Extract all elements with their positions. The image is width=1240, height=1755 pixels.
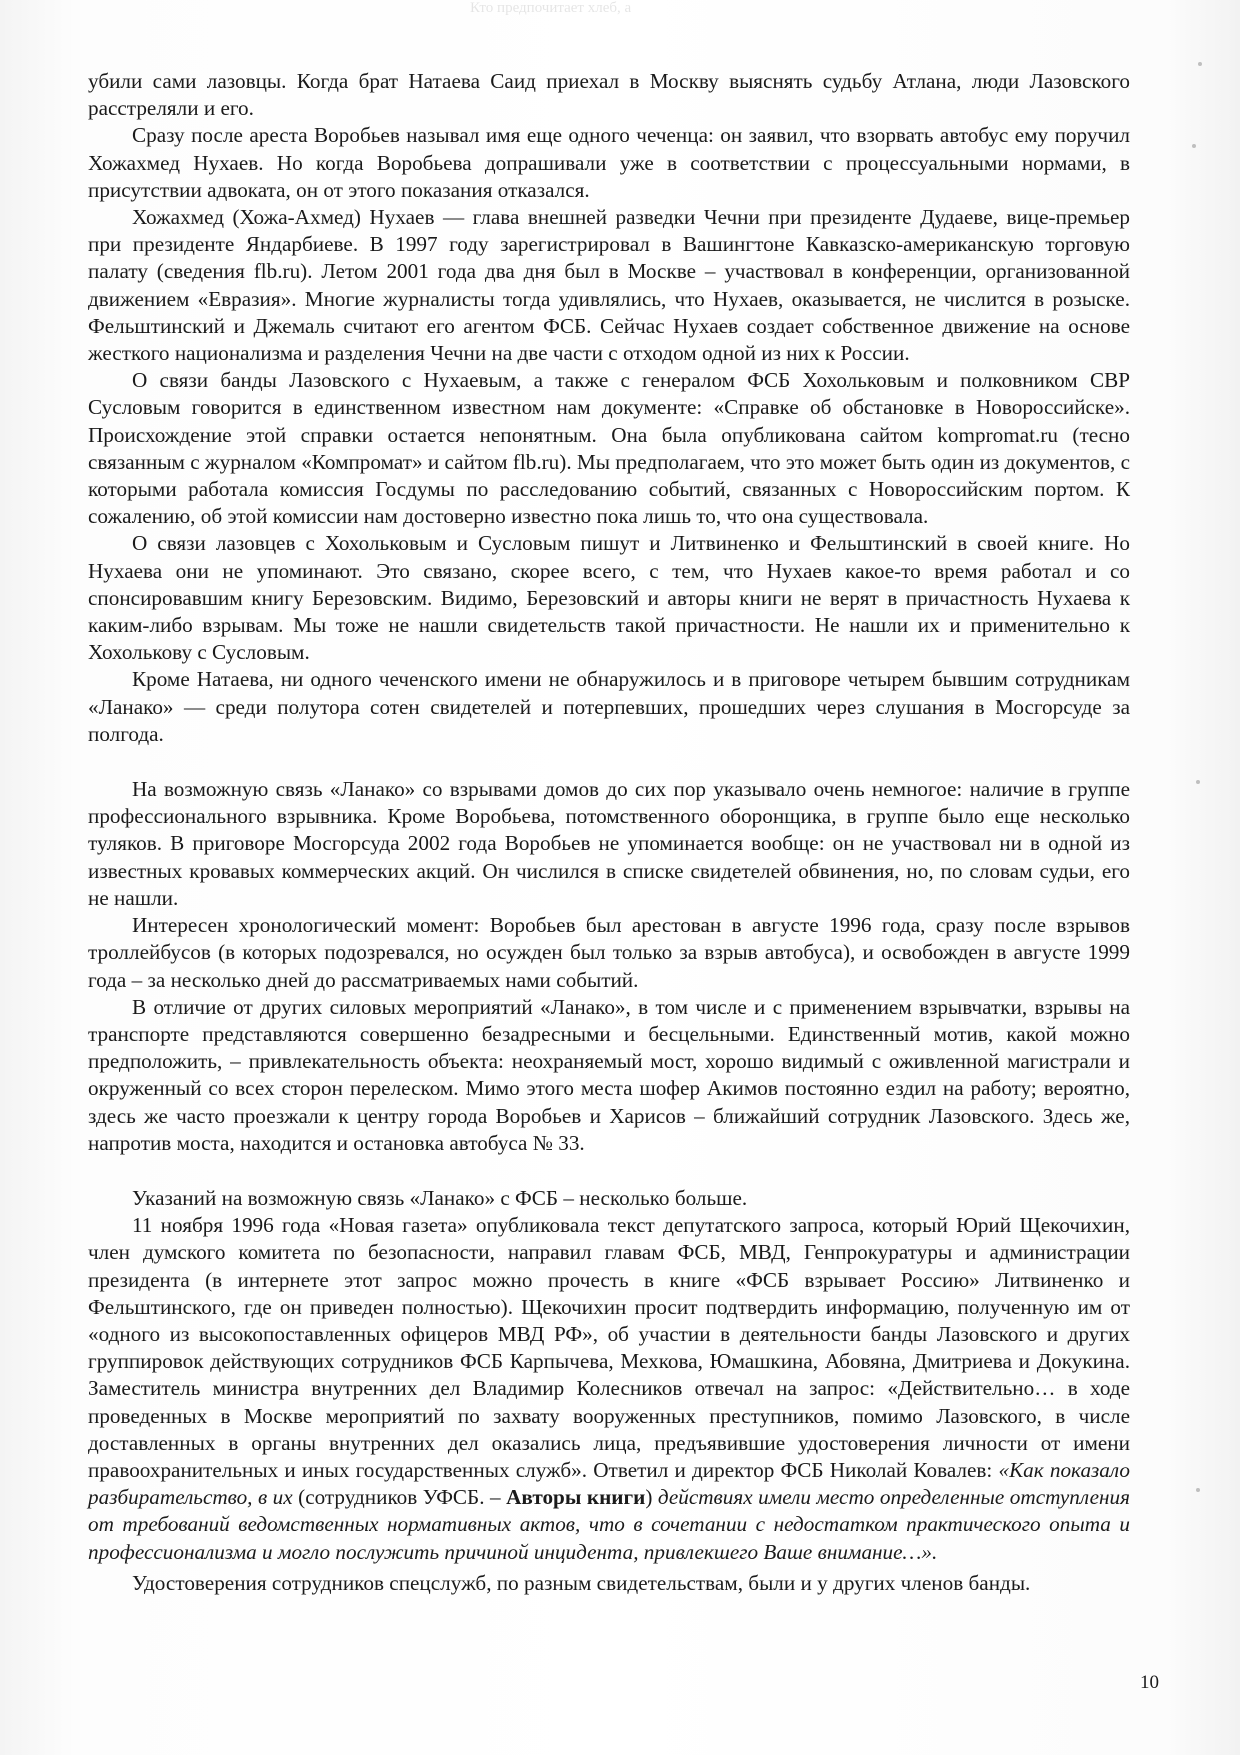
paragraph: убили сами лазовцы. Когда брат Натаева Саид приехал в Москву выяснять судьбу Атлана, люди Лазовского расстреляли и его. bbox=[88, 69, 1130, 121]
page-number: 10 bbox=[1140, 1672, 1159, 1693]
paragraph: О связи лазовцев с Хохольковым и Сусловым пишут и Литвиненко и Фельштинский в своей книге. Но Нухаева они не упоминают. Это связано, скорее всего, с тем, что Нухаев какое-то время работал и со спонсировавшим книгу Березовским. Видимо, Березовский и авторы книги не верят в причастность Нухаева к каким-либо взрывам. Мы тоже не нашли свидетельств такой причастности. Не нашли их и применительно к Хохолькову с Сусловым. bbox=[88, 531, 1130, 665]
paragraph: Удостоверения сотрудников спецслужб, по разным свидетельствам, были и у других членов банды. bbox=[132, 1570, 1031, 1595]
scan-speck bbox=[1198, 62, 1202, 66]
document-body bbox=[88, 68, 1130, 1597]
quote-bold-authors: Авторы книги bbox=[506, 1485, 646, 1510]
scan-speck bbox=[1196, 1488, 1200, 1492]
paragraph: В отличие от других силовых мероприятий «Ланако», в том числе и с применением взрывчатки, взрывы на транспорте представляются совершенно безадресными и бесцельными. Единственный мотив, какой можно предположить, – привлекательность объекта: неохраняемый мост, хорошо видимый с оживленной магистрали и окруженный со всех сторон перелеском. Мимо этого места шофер Акимов постоянно ездил на работу; вероятно, здесь же часто проезжали к центру города Воробьев и Харисов – ближайший сотрудник Лазовского. Здесь же, напротив моста, находится и остановка автобуса № 33. bbox=[88, 994, 1130, 1155]
paragraph: На возможную связь «Ланако» со взрывами домов до сих пор указывало очень немногое: наличие в группе профессионального взрывника. Кроме Воробьева, потомственного оборонщика, в группе было еще несколько туляков. В приговоре Мосгорсуда 2002 года Воробьев не упоминается вообще: он не участвовал ни в одной из известных кровавых коммерческих акций. Он числился в списке свидетелей обвинения, но, по словам судьи, его не нашли. bbox=[88, 777, 1130, 910]
paragraph: Кроме Натаева, ни одного чеченского имени не обнаружилось и в приговоре четырем бывшим сотрудникам «Ланако» — среди полутора сотен свидетелей и потерпевших, прошедших через слушания в Мосгорсуде за полгода. bbox=[88, 667, 1130, 746]
quote-plain-close: ) bbox=[645, 1485, 653, 1510]
paragraph: Интересен хронологический момент: Воробьев был арестован в августе 1996 года, сразу после взрывов троллейбусов (в которых подозревался, но осужден был только за взрыв автобуса), и освобожден в августе 1999 года – за несколько дней до рассматриваемых нами событий. bbox=[88, 913, 1130, 992]
quote-italic-start: «Как показало разбирательство, в их bbox=[88, 1457, 1130, 1510]
scan-speck bbox=[1196, 780, 1200, 784]
paragraph-text: 11 ноября 1996 года «Новая газета» опубликовала текст депутатского запроса, который Юрий Щекочихин, член думского комитета по безопасности, направил главам ФСБ, МВД, Генпрокуратуры и администрации президента (в интернете этот запрос можно прочесть в книге «ФСБ взрывает Россию» Литвиненко и Фельштинского, где он приведен полностью). Щекочихин просит подтвердить информацию, полученную им от «одного из высокопоставленных офицеров МВД РФ», об участии в деятельности банды Лазовского и других группировок действующих сотрудников ФСБ Карпычева, Мехкова, Юмашкина, Абовяна, Дмитриева и Докукина. Заместитель министра внутренних дел Владимир Колесников отвечал на запрос: «Действительно… в ходе проведенных в Москве мероприятий по захвату вооруженных преступников, помимо Лазовского, в числе доставленных в органы внутренних дел оказались лица, предъявившие удостоверения личности от имени правоохранительных и иных государственных служб». Ответил и директор ФСБ Николай Ковалев: bbox=[88, 1213, 1130, 1482]
paragraph: О связи банды Лазовского с Нухаевым, а также с генералом ФСБ Хохольковым и полковником СВР Сусловым говорится в единственном известном нам документе: «Справке об обстановке в Новороссийске». Происхождение этой справки остается непонятным. Она была опубликована сайтом kompromat.ru (тесно связанным с журналом «Компромат» и сайтом flb.ru). Мы предполагаем, что это может быть один из документов, с которыми работала комиссия Госдумы по расследованию событий, связанных с Новороссийским портом. К сожалению, об этой комиссии нам достоверно известно пока лишь то, что она существовала. bbox=[88, 368, 1130, 529]
paragraph-with-quote bbox=[88, 1212, 1130, 1566]
scan-speck bbox=[1192, 144, 1196, 148]
quote-plain-open: (сотрудников УФСБ. – bbox=[292, 1485, 507, 1510]
quote-italic-end: действиях имели место определенные отступления от требований ведомственных нормативных актов, что в сочетании с недостатком практического опыта и профессионализма и могло послужить причиной инцидента, привлекшего Ваше внимание…». bbox=[88, 1485, 1130, 1564]
bleed-through-text: Кто предпочитает хлеб, а bbox=[470, 0, 632, 16]
paragraph: Хожахмед (Хожа-Ахмед) Нухаев — глава внешней разведки Чечни при президенте Дудаеве, вице-премьер при президенте Яндарбиеве. В 1997 году зарегистрировал в Вашингтоне Кавказско-американскую торговую палату (сведения flb.ru). Летом 2001 года два дня был в Москве – участвовал в конференции, организованной движением «Евразия». Многие журналисты тогда удивлялись, что Нухаев, оказывается, не числится в розыске. Фельштинский и Джемаль считают его агентом ФСБ. Сейчас Нухаев создает собственное движение на основе жесткого национализма и разделения Чечни на две части с отходом одной из них к России. bbox=[88, 205, 1130, 366]
paragraph: Указаний на возможную связь «Ланако» с ФСБ – несколько больше. bbox=[132, 1185, 748, 1210]
paragraph: Сразу после ареста Воробьев называл имя еще одного чеченца: он заявил, что взорвать автобус ему поручил Хожахмед Нухаев. Но когда Воробьева допрашивали уже в соответствии с процессуальными нормами, в присутствии адвоката, он от этого показания отказался. bbox=[88, 123, 1130, 202]
